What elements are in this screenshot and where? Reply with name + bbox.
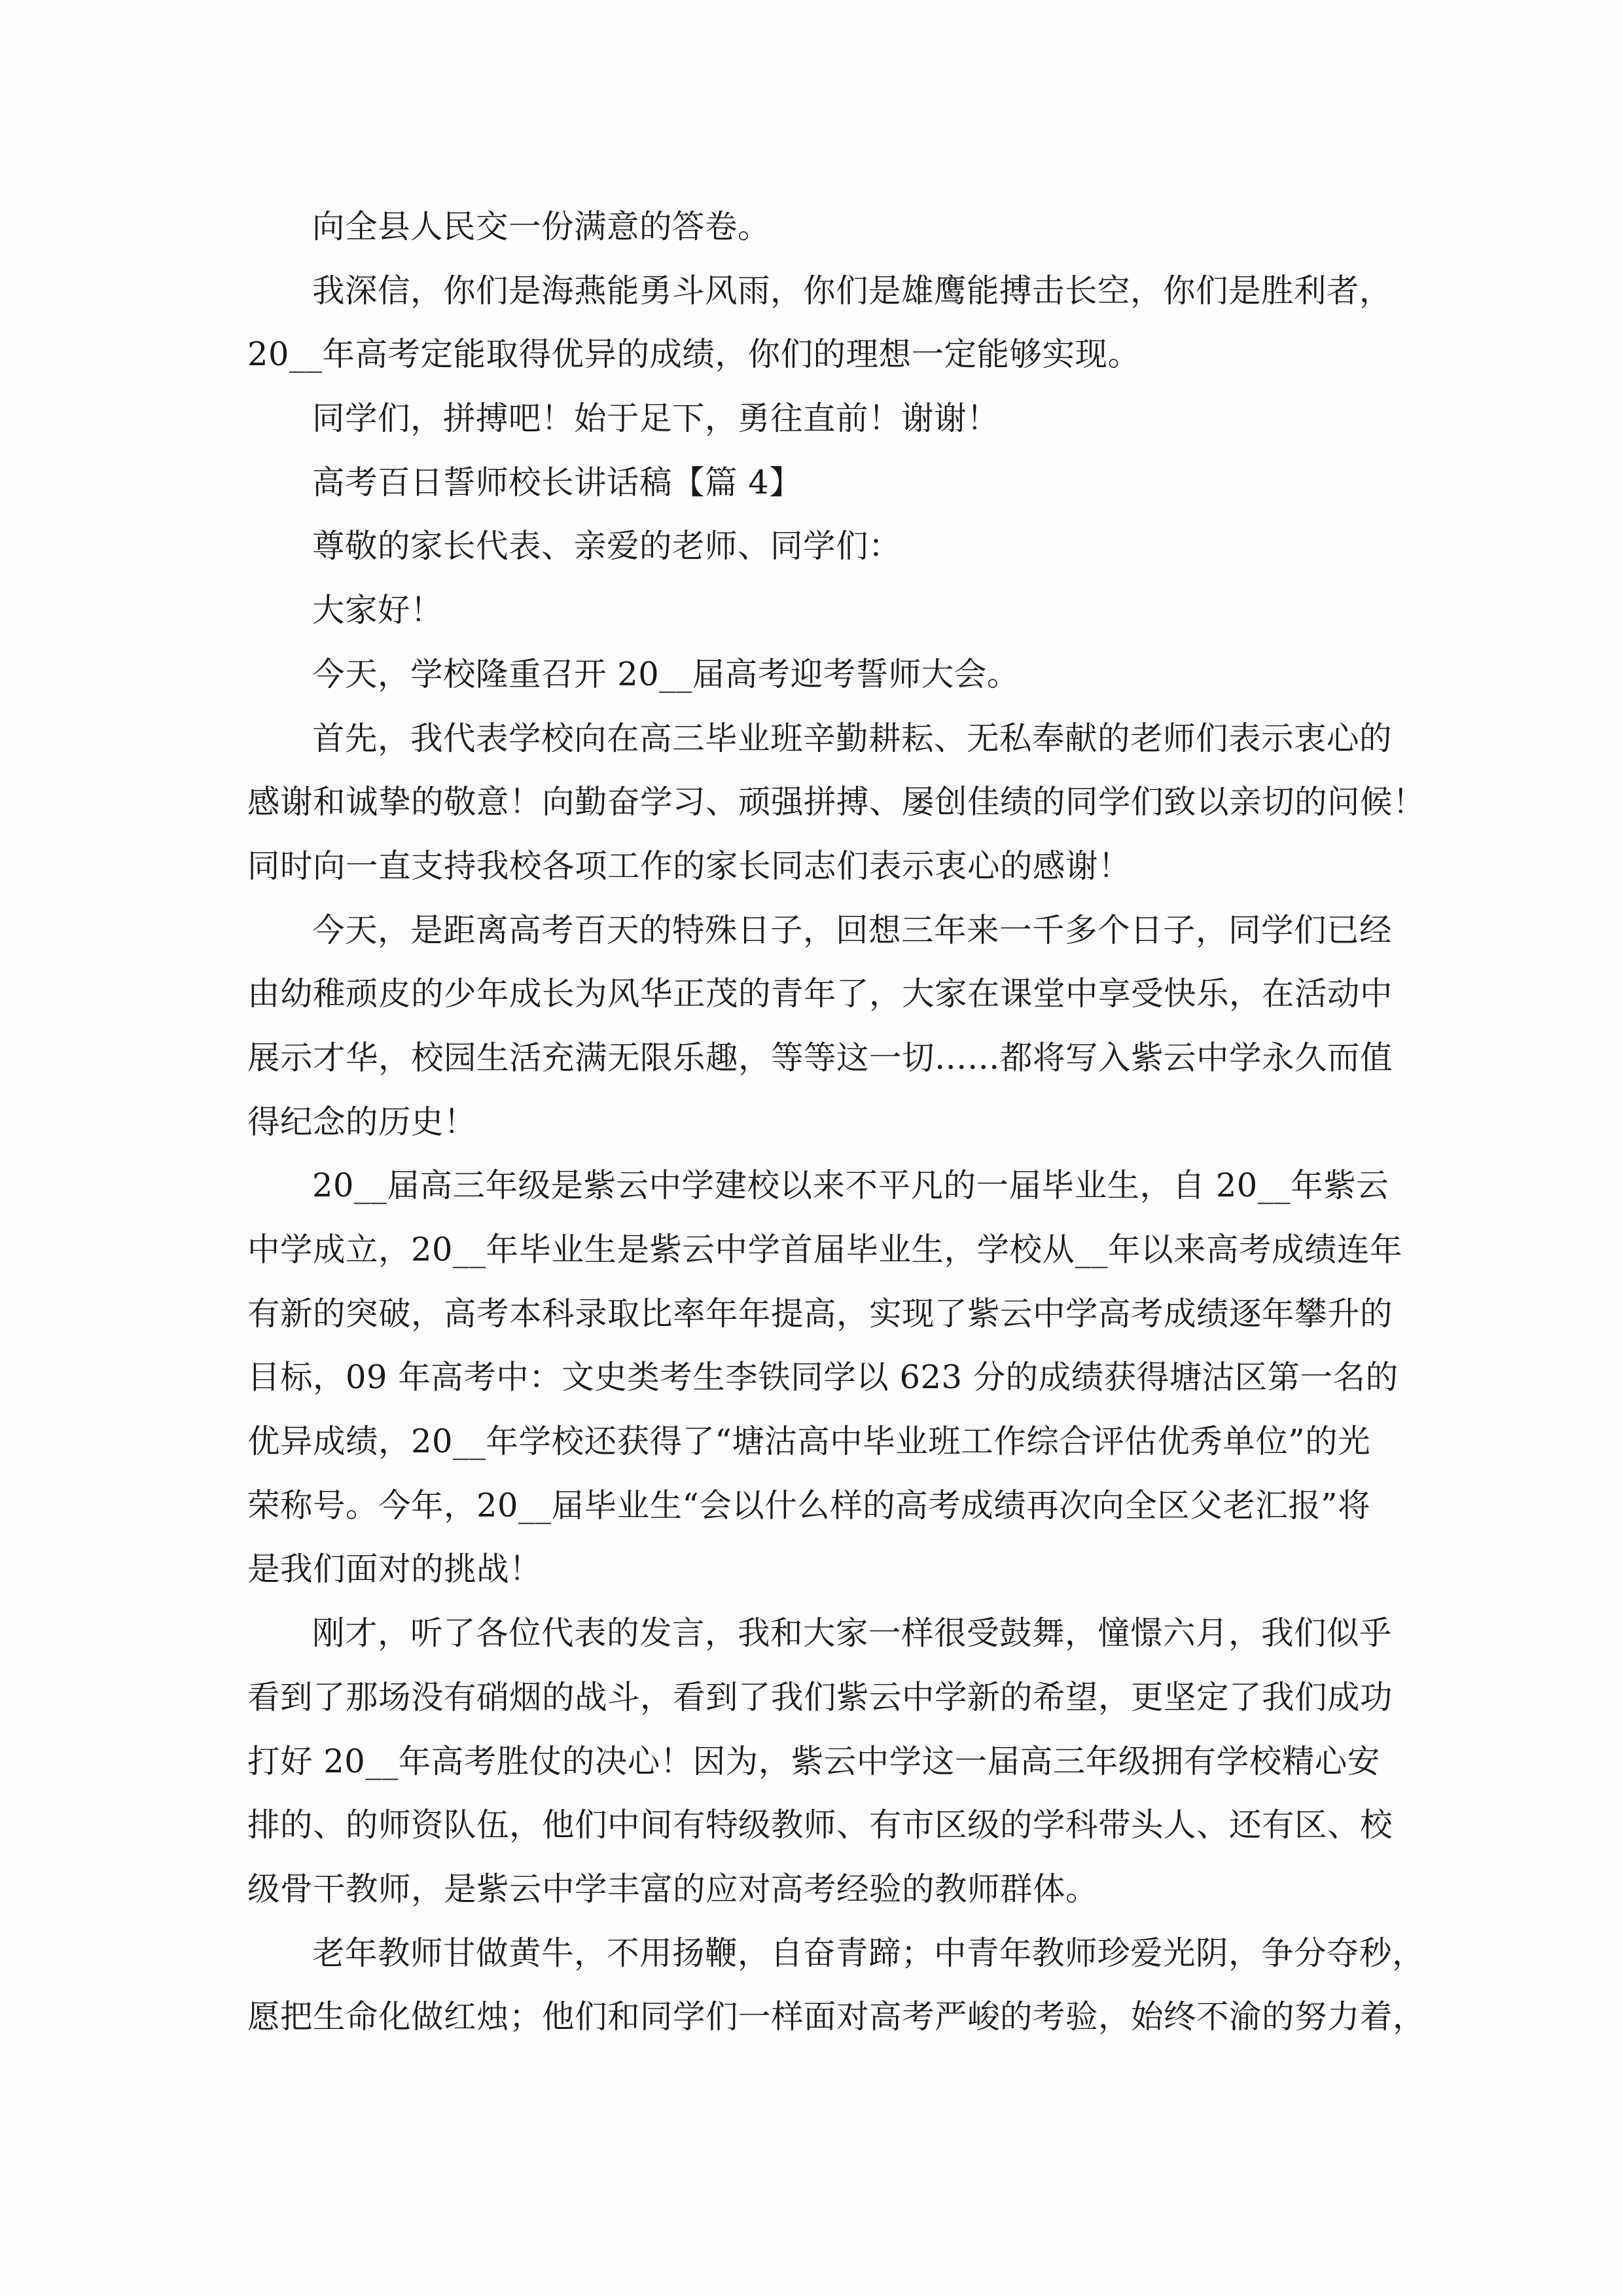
text-line: 尊敬的家长代表、亲爱的老师、同学们：	[312, 527, 901, 565]
text-line: 愿把生命化做红烛；他们和同学们一样面对高考严峻的考验，始终不渝的努力着，	[247, 1998, 1425, 2036]
text-line: 同学们，拼搏吧！始于足下，勇往直前！谢谢！	[312, 399, 999, 438]
text-line: 优异成绩，20__年学校还获得了“塘沽高中毕业班工作综合评估优秀单位”的光	[247, 1422, 1371, 1461]
section-title-line: 高考百日誓师校长讲话稿【篇 4】	[312, 463, 802, 501]
text-line: 首先，我代表学校向在高三毕业班辛勤耕耘、无私奉献的老师们表示衷心的	[312, 719, 1392, 757]
text-line: 看到了那场没有硝烟的战斗，看到了我们紫云中学新的希望，更坚定了我们成功	[247, 1677, 1393, 1716]
text-line: 中学成立，20__年毕业生是紫云中学首届毕业生，学校从__年以来高考成绩连年	[247, 1230, 1402, 1268]
text-line: 今天，是距离高考百天的特殊日子，回想三年来一千多个日子，同学们已经	[312, 910, 1392, 949]
text-line: 级骨干教师，是紫云中学丰富的应对高考经验的教师群体。	[247, 1869, 1098, 1908]
text-line: 感谢和诚挚的敬意！向勤奋学习、顽强拼搏、屡创佳绩的同学们致以亲切的问候！	[247, 783, 1425, 821]
text-line: 我深信，你们是海燕能勇斗风雨，你们是雄鹰能搏击长空，你们是胜利者，	[312, 271, 1392, 310]
text-line: 展示才华，校园生活充满无限乐趣，等等这一切……都将写入紫云中学永久而值	[247, 1038, 1393, 1077]
text-line: 今天，学校隆重召开 20__届高考迎考誓师大会。	[312, 655, 1020, 693]
text-line: 排的、的师资队伍，他们中间有特级教师、有市区级的学科带头人、还有区、校	[247, 1806, 1393, 1844]
text-line: 有新的突破，高考本科录取比率年年提高，实现了紫云中学高考成绩逐年攀升的	[247, 1294, 1393, 1333]
text-line: 由幼稚顽皮的少年成长为风华正茂的青年了，大家在课堂中享受快乐，在活动中	[247, 975, 1393, 1013]
text-line: 老年教师甘做黄牛，不用扬鞭，自奋青蹄；中青年教师珍爱光阴，争分夺秒，	[312, 1933, 1425, 1972]
text-line: 刚才，听了各位代表的发言，我和大家一样很受鼓舞，憧憬六月，我们似乎	[312, 1614, 1392, 1653]
text-line: 是我们面对的挑战！	[247, 1550, 542, 1588]
text-line: 20__年高考定能取得优异的成绩，你们的理想一定能够实现。	[247, 335, 1141, 374]
text-line: 目标，09 年高考中：文史类考生李铁同学以 623 分的成绩获得塘沽区第一名的	[247, 1358, 1399, 1397]
text-line: 同时向一直支持我校各项工作的家长同志们表示衷心的感谢！	[247, 846, 1131, 885]
text-line: 得纪念的历史！	[247, 1102, 476, 1141]
text-line: 打好 20__年高考胜仗的决心！因为，紫云中学这一届高三年级拥有学校精心安	[247, 1742, 1380, 1780]
text-line: 荣称号。今年，20__届毕业生“会以什么样的高考成绩再次向全区父老汇报”将	[247, 1486, 1371, 1524]
text-line: 20__届高三年级是紫云中学建校以来不平凡的一届毕业生，自 20__年紫云	[312, 1166, 1389, 1205]
text-line: 大家好！	[312, 591, 443, 630]
text-line: 向全县人民交一份满意的答卷。	[312, 207, 770, 245]
